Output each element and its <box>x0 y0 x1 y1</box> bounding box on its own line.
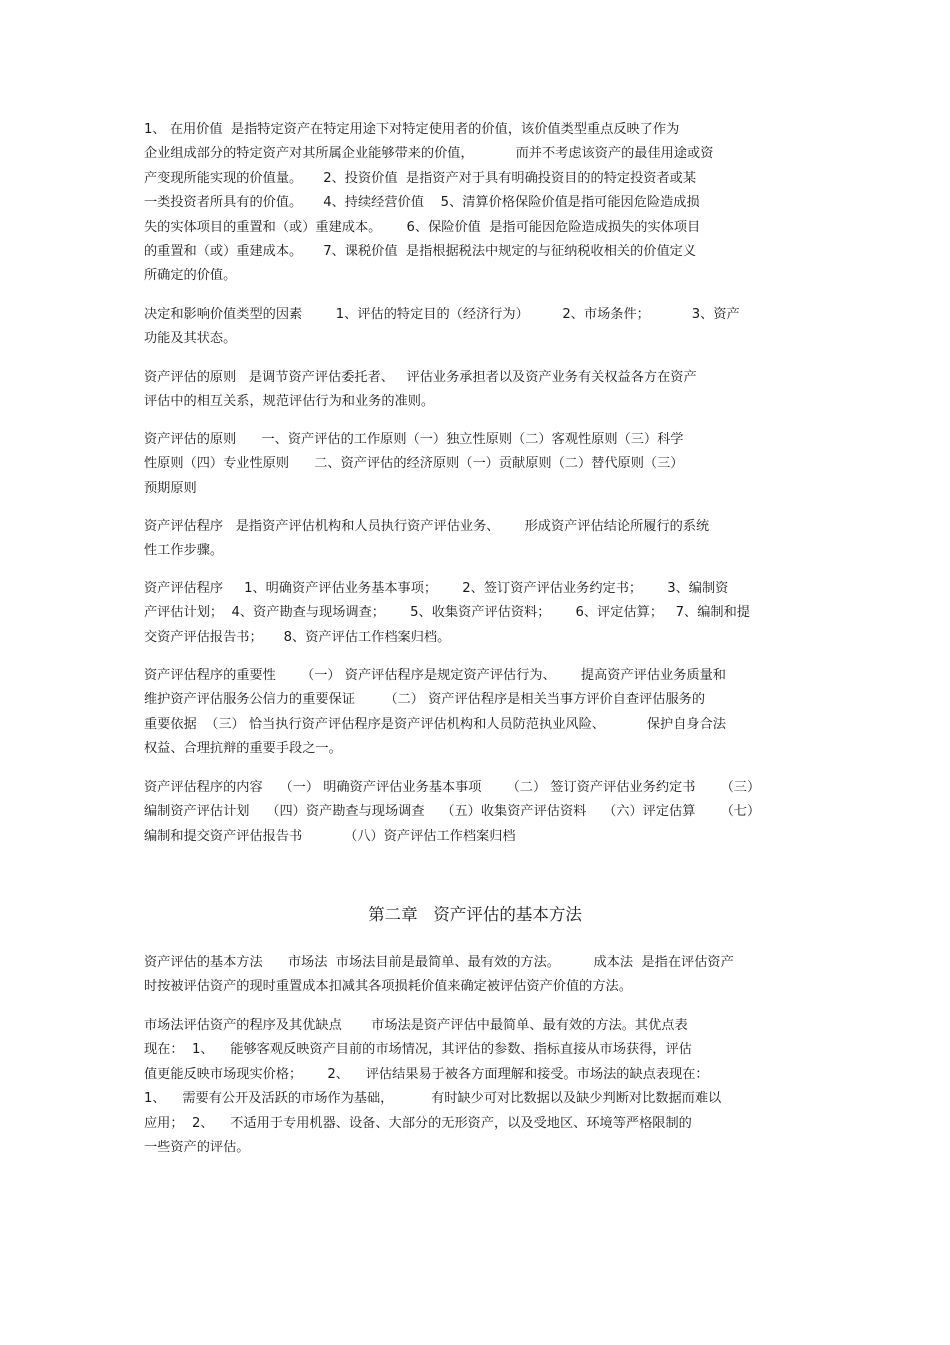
text-line: 重要依据 （三） 恰当执行资产评估程序是资产评估机构和人员防范执业风险、 保护自身合法 <box>144 716 726 732</box>
text-line: 编制资产评估计划 （四）资产勘查与现场调查 （五）收集资产评估资料 （六）评定估算 （七） <box>144 804 761 820</box>
text-line: 资产评估的基本方法 市场法 市场法目前是最简单、最有效的方法。 成本法 是指在评估资产 <box>144 955 734 970</box>
paragraph-procedure-importance <box>144 664 824 762</box>
text-line: 企业组成部分的特定资产对其所属企业能够带来的价值， 而并不考虑该资产的最佳用途或资 <box>144 146 714 162</box>
text-line: 性原则（四）专业性原则 二、资产评估的经济原则（一）贡献原则（二）替代原则（三） <box>144 456 684 472</box>
text-line: 值更能反映市场现实价格； 2、 评估结果易于被各方面理解和接受。市场法的缺点表现在： <box>144 1066 709 1082</box>
paragraph-market-method <box>144 1014 824 1160</box>
text-line: 1、 在用价值 是指特定资产在特定用途下对特定使用者的价值，该价值类型重点反映了作为 <box>144 122 680 137</box>
text-line: 一类投资者所具有的价值。 4、持续经营价值 5、清算价格保险价值是指可能因危险造成损 <box>144 195 700 211</box>
text-line: 资产评估程序的内容 （一） 明确资产评估业务基本事项 （二） 签订资产评估业务约定书 （三） <box>144 780 761 795</box>
paragraph-procedure-definition <box>144 515 824 564</box>
text-line: 评估中的相互关系，规范评估行为和业务的准则。 <box>144 394 435 410</box>
paragraph-principle-definition <box>144 366 824 415</box>
paragraph-value-factors <box>144 303 824 352</box>
text-line: 时按被评估资产的现时重置成本扣减其各项损耗价值来确定被评估资产价值的方法。 <box>144 979 632 995</box>
text-line: 的重置和（或）重建成本。 7、课税价值 是指根据税法中规定的与征纳税收相关的价值定义 <box>144 243 697 259</box>
text-line: 资产评估程序 是指资产评估机构和人员执行资产评估业务、 形成资产评估结论所履行的系统 <box>144 519 710 534</box>
text-line: 权益、合理抗辩的重要手段之一。 <box>144 741 342 757</box>
text-line: 决定和影响价值类型的因素 1、评估的特定目的（经济行为） 2、市场条件； 3、资产 <box>144 307 740 322</box>
paragraph-basic-methods <box>144 951 824 1000</box>
text-line: 资产评估的原则 一、资产评估的工作原则（一）独立性原则（二）客观性原则（三）科学 <box>144 432 684 447</box>
text-line: 性工作步骤。 <box>144 543 224 559</box>
paragraph-procedure-steps <box>144 577 824 650</box>
text-line: 维护资产评估服务公信力的重要保证 （二） 资产评估程序是相关当事方评价自查评估服务的 <box>144 692 706 708</box>
text-line: 现在： 1、 能够客观反映资产目前的市场情况，其评估的参数、指标直接从市场获得，评估 <box>144 1042 692 1058</box>
chapter-heading: 第二章 资产评估的基本方法 <box>368 905 582 924</box>
text-line: 一些资产的评估。 <box>144 1139 250 1155</box>
paragraph-value-types <box>144 118 824 289</box>
text-line: 市场法评估资产的程序及其优缺点 市场法是资产评估中最简单、最有效的方法。其优点表 <box>144 1018 688 1033</box>
text-line: 资产评估程序 1、明确资产评估业务基本事项； 2、签订资产评估业务约定书； 3、编制资 <box>144 581 729 596</box>
text-line: 交资产评估报告书； 8、资产评估工作档案归档。 <box>144 629 451 645</box>
text-line: 预期原则 <box>144 480 197 496</box>
text-line: 1、 需要有公开及活跃的市场作为基础， 有时缺少可对比数据以及缺少判断对比数据而难以 <box>144 1091 722 1107</box>
text-line: 资产评估的原则 是调节资产评估委托者、 评估业务承担者以及资产业务有关权益各方在资产 <box>144 370 697 385</box>
text-line: 功能及其状态。 <box>144 331 237 347</box>
text-line: 失的实体项目的重置和（或）重建成本。 6、保险价值 是指可能因危险造成损失的实体项目 <box>144 219 701 235</box>
text-line: 产评估计划； 4、资产勘查与现场调查； 5、收集资产评估资料； 6、评定估算； 7、编制和提 <box>144 605 750 621</box>
text-line: 产变现所能实现的价值量。 2、投资价值 是指资产对于具有明确投资目的的特定投资者或某 <box>144 170 697 186</box>
text-line: 所确定的价值。 <box>144 268 237 284</box>
paragraph-procedure-contents <box>144 776 824 849</box>
text-line: 资产评估程序的重要性 （一） 资产评估程序是规定资产评估行为、 提高资产评估业务质量和 <box>144 668 726 683</box>
text-line: 编制和提交资产评估报告书 （八）资产评估工作档案归档 <box>144 828 516 844</box>
paragraph-principle-list <box>144 428 824 501</box>
text-line: 应用； 2、 不适用于专用机器、设备、大部分的无形资产，以及受地区、环境等严格限制的 <box>144 1115 692 1131</box>
